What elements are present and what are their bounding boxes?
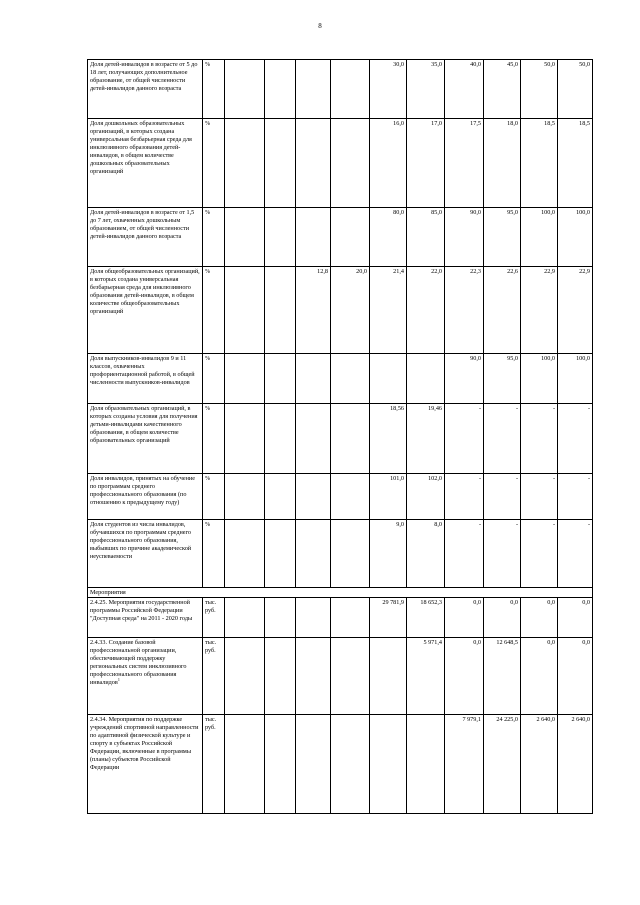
value-cell: - <box>445 474 484 520</box>
value-cell <box>225 598 265 638</box>
value-cell <box>296 354 331 404</box>
value-cell <box>331 404 370 474</box>
value-cell: 18,5 <box>521 119 558 208</box>
value-cell <box>225 638 265 715</box>
indicator-name <box>88 404 203 474</box>
value-cell: 0,0 <box>445 598 484 638</box>
unit-cell: тыс. руб. <box>203 715 225 814</box>
unit-cell: % <box>203 119 225 208</box>
value-cell: 8,0 <box>407 520 445 588</box>
value-cell: 22,3 <box>445 267 484 354</box>
value-cell: 21,4 <box>370 267 407 354</box>
indicators-table <box>87 59 593 814</box>
table-row <box>88 354 593 404</box>
value-cell: 0,0 <box>558 598 593 638</box>
value-cell <box>370 354 407 404</box>
unit-cell: % <box>203 60 225 119</box>
value-cell: 22,6 <box>484 267 521 354</box>
value-cell: 16,0 <box>370 119 407 208</box>
value-cell <box>265 715 296 814</box>
value-cell: - <box>445 404 484 474</box>
value-cell: 5 971,4 <box>407 638 445 715</box>
table-row <box>88 474 593 520</box>
value-cell: 102,0 <box>407 474 445 520</box>
value-cell: 0,0 <box>558 638 593 715</box>
value-cell <box>225 520 265 588</box>
indicator-name <box>88 60 203 119</box>
table-row <box>88 598 593 638</box>
value-cell <box>225 60 265 119</box>
unit-cell: тыс. руб. <box>203 598 225 638</box>
value-cell: 22,9 <box>558 267 593 354</box>
indicator-name <box>88 598 203 638</box>
unit-cell: тыс. руб. <box>203 638 225 715</box>
value-cell <box>407 354 445 404</box>
table-row <box>88 715 593 814</box>
indicator-name-text: Доля дошкольных образовательных организаций, в которых создана универсальная безбарьерная среда для инклюзивного образования детей-инвалидов, в общем количестве дошкольных образовательных организаций <box>90 120 192 175</box>
value-cell: 50,0 <box>521 60 558 119</box>
value-cell: - <box>445 520 484 588</box>
page-number: 8 <box>318 22 322 30</box>
value-cell <box>265 208 296 267</box>
indicator-name <box>88 208 203 267</box>
indicator-name <box>88 119 203 208</box>
value-cell <box>225 208 265 267</box>
value-cell: 85,0 <box>407 208 445 267</box>
value-cell <box>225 354 265 404</box>
value-cell <box>370 715 407 814</box>
value-cell: 90,0 <box>445 354 484 404</box>
indicator-name-text: Доля общеобразовательных организаций, в которых создана универсальная безбарьерная среда для инклюзивного образования детей-инвалидов, в общем количестве общеобразовательных организаций <box>90 268 200 315</box>
value-cell <box>265 638 296 715</box>
value-cell: 35,0 <box>407 60 445 119</box>
value-cell: 17,5 <box>445 119 484 208</box>
value-cell: 20,0 <box>331 267 370 354</box>
indicator-name-text: Доля детей-инвалидов в возрасте от 1,5 до 7 лет, охваченных дошкольным образованием, от общей численности детей-инвалидов данного возраста <box>90 209 195 240</box>
indicator-name <box>88 520 203 588</box>
value-cell: - <box>484 520 521 588</box>
value-cell <box>331 520 370 588</box>
indicator-name-text: 2.4.33. Создание базовой профессиональной организации, обеспечивающей поддержку региональных систем инклюзивного профессионального образования инвалидов <box>90 639 187 686</box>
value-cell: 50,0 <box>558 60 593 119</box>
value-cell: 95,0 <box>484 208 521 267</box>
value-cell: 18,56 <box>370 404 407 474</box>
value-cell <box>296 404 331 474</box>
value-cell: 100,0 <box>521 354 558 404</box>
indicator-name-text: 2.4.34. Мероприятия по поддержке учреждений спортивной направленности по адаптивной физической культуре и спорту в субъектах Российской Федерации, включенные в программы (планы) субъектов Российской Федерации <box>90 716 199 771</box>
table-row <box>88 404 593 474</box>
indicator-name-text: Доля студентов из числа инвалидов, обучавшихся по программам среднего профессионального образования, выбывших по причине академической неуспеваемости <box>90 521 192 560</box>
unit-cell: % <box>203 354 225 404</box>
value-cell: 22,0 <box>407 267 445 354</box>
table-row <box>88 60 593 119</box>
value-cell: - <box>484 404 521 474</box>
value-cell <box>331 638 370 715</box>
value-cell: 2 640,0 <box>558 715 593 814</box>
indicator-name-text: Доля выпускников-инвалидов 9 и 11 классов, охваченных профориентационной работой, в общей численности выпускников-инвалидов <box>90 355 195 386</box>
indicator-name-text: Доля детей-инвалидов в возрасте от 5 до 18 лет, получающих дополнительное образование, от общей численности детей-инвалидов данного возраста <box>90 61 198 92</box>
value-cell: 100,0 <box>558 354 593 404</box>
value-cell: 0,0 <box>484 598 521 638</box>
section-row <box>88 588 593 598</box>
value-cell <box>296 520 331 588</box>
value-cell <box>296 638 331 715</box>
value-cell: 30,0 <box>370 60 407 119</box>
value-cell <box>296 715 331 814</box>
value-cell: 24 225,0 <box>484 715 521 814</box>
value-cell <box>265 60 296 119</box>
value-cell: 18,5 <box>558 119 593 208</box>
value-cell <box>331 208 370 267</box>
value-cell <box>331 119 370 208</box>
unit-cell: % <box>203 267 225 354</box>
section-title: Мероприятия <box>88 588 593 598</box>
value-cell <box>225 404 265 474</box>
value-cell: 40,0 <box>445 60 484 119</box>
table-row <box>88 638 593 715</box>
value-cell: 7 979,1 <box>445 715 484 814</box>
value-cell: 2 640,0 <box>521 715 558 814</box>
unit-cell: % <box>203 520 225 588</box>
value-cell: 0,0 <box>445 638 484 715</box>
value-cell <box>296 598 331 638</box>
value-cell <box>331 60 370 119</box>
value-cell <box>265 267 296 354</box>
value-cell <box>225 474 265 520</box>
value-cell: 100,0 <box>521 208 558 267</box>
value-cell <box>296 60 331 119</box>
value-cell: 18 652,3 <box>407 598 445 638</box>
value-cell <box>370 638 407 715</box>
value-cell: 101,0 <box>370 474 407 520</box>
value-cell: 45,0 <box>484 60 521 119</box>
value-cell: - <box>558 404 593 474</box>
value-cell <box>331 474 370 520</box>
value-cell: - <box>484 474 521 520</box>
value-cell: 100,0 <box>558 208 593 267</box>
value-cell: 0,0 <box>521 638 558 715</box>
value-cell <box>225 119 265 208</box>
value-cell: 90,0 <box>445 208 484 267</box>
table-row <box>88 208 593 267</box>
value-cell: 12 648,5 <box>484 638 521 715</box>
value-cell <box>225 267 265 354</box>
table-row <box>88 520 593 588</box>
value-cell: - <box>558 520 593 588</box>
value-cell: 19,46 <box>407 404 445 474</box>
value-cell: - <box>521 404 558 474</box>
value-cell <box>265 354 296 404</box>
value-cell: 18,0 <box>484 119 521 208</box>
value-cell: 12,8 <box>296 267 331 354</box>
value-cell: - <box>521 520 558 588</box>
indicator-name-text: 2.4.25. Мероприятия государственной программы Российской Федерации "Доступная среда" на 2011 - 2020 годы <box>90 599 193 622</box>
value-cell <box>296 208 331 267</box>
value-cell: 9,0 <box>370 520 407 588</box>
value-cell <box>331 715 370 814</box>
value-cell <box>331 354 370 404</box>
value-cell: - <box>558 474 593 520</box>
value-cell <box>265 598 296 638</box>
value-cell: 17,0 <box>407 119 445 208</box>
indicator-name <box>88 354 203 404</box>
value-cell: 95,0 <box>484 354 521 404</box>
indicator-name-text: Доля инвалидов, принятых на обучение по программам среднего профессионального образования (по отношению к предыдущему году) <box>90 475 195 506</box>
value-cell <box>265 474 296 520</box>
value-cell <box>296 119 331 208</box>
table-row <box>88 119 593 208</box>
value-cell <box>296 474 331 520</box>
value-cell: 80,0 <box>370 208 407 267</box>
value-cell <box>331 598 370 638</box>
unit-cell: % <box>203 208 225 267</box>
value-cell: 29 781,9 <box>370 598 407 638</box>
value-cell <box>265 404 296 474</box>
value-cell <box>265 119 296 208</box>
value-cell: 22,9 <box>521 267 558 354</box>
indicator-name <box>88 474 203 520</box>
indicator-name-text: Доля образовательных организаций, в которых созданы условия для получения детьми-инвалидами качественного образования, в общем количестве образовательных организаций <box>90 405 198 444</box>
unit-cell: % <box>203 474 225 520</box>
indicator-name <box>88 267 203 354</box>
value-cell: - <box>521 474 558 520</box>
indicator-name <box>88 715 203 814</box>
footnote-mark: 1 <box>117 676 120 682</box>
unit-cell: % <box>203 404 225 474</box>
indicator-name <box>88 638 203 715</box>
value-cell <box>225 715 265 814</box>
value-cell <box>407 715 445 814</box>
value-cell <box>265 520 296 588</box>
table-row <box>88 267 593 354</box>
value-cell: 0,0 <box>521 598 558 638</box>
